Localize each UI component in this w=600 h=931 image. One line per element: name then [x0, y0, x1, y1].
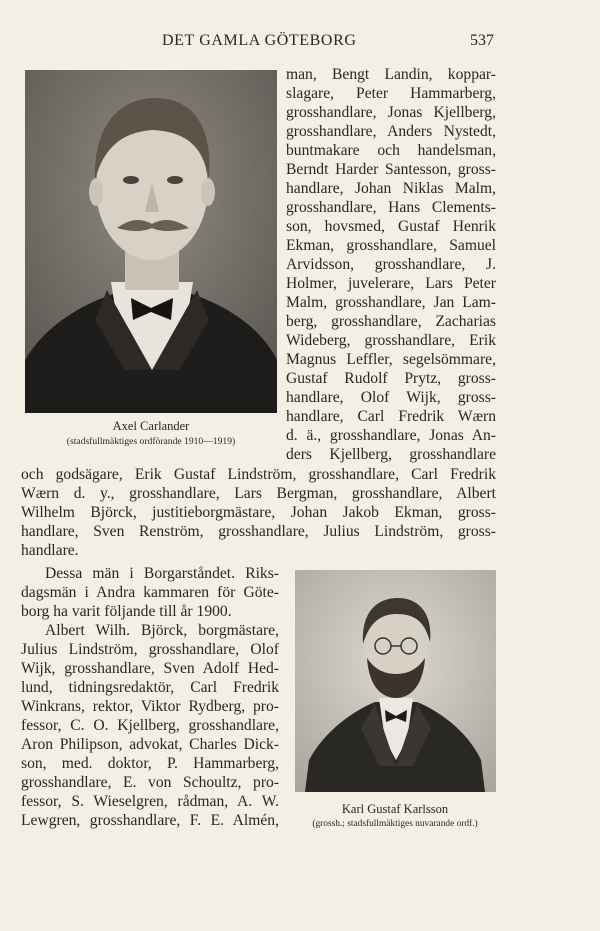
- text-line: Aron Philipson, advokat, Charles Dick-: [21, 736, 279, 753]
- text-line: handlare, Olof Wijk, gross-: [286, 389, 496, 406]
- text-line: Albert Wilh. Björck, borgmästare,: [45, 622, 279, 639]
- text-line: Julius Lindström, grosshandlare, Olof: [21, 641, 279, 658]
- text-line: borg ha varit följande till år 1900.: [21, 603, 232, 620]
- text-line: slagare, Peter Hammarberg,: [286, 85, 496, 102]
- portrait-illustration: [25, 70, 277, 413]
- text-line: Arvidsson, grosshandlare, J.: [286, 256, 496, 273]
- text-line: grosshandlare, Anders Nystedt,: [286, 123, 496, 140]
- portrait-caption-1: [40, 419, 262, 449]
- text-line: handlare, Carl Fredrik Wærn: [286, 408, 496, 425]
- page-header: [0, 30, 600, 54]
- text-line: Wijk, grosshandlare, Sven Adolf Hed-: [21, 660, 279, 677]
- text-line: son, med. doktor, P. Hammarberg,: [21, 755, 279, 772]
- text-line: fessor, S. Wieselgren, rådman, A. W.: [21, 793, 279, 810]
- text-line: grosshandlare, Jonas Kjellberg,: [286, 104, 496, 121]
- caption-subtitle: (stadsfullmäktiges ordförande 1910—1919): [66, 436, 236, 447]
- text-line: handlare.: [21, 542, 79, 559]
- portrait-caption-2: [288, 802, 502, 832]
- text-line: Lewgren, grosshandlare, F. E. Almén,: [21, 812, 279, 829]
- page-number: 537: [470, 32, 494, 49]
- text-line: Ekman, grosshandlare, Samuel: [286, 237, 496, 254]
- text-line: ders Kjellberg, grosshandlare: [286, 446, 496, 463]
- body-text-right-column: [286, 65, 496, 464]
- text-line: Berndt Harder Santesson, gross-: [286, 161, 496, 178]
- text-line: och godsägare, Erik Gustaf Lindström, grosshandlare, Carl Fredrik: [21, 466, 496, 483]
- text-line: grosshandlare, E. von Schoultz, pro-: [21, 774, 279, 791]
- caption-name: Axel Carlander: [112, 419, 190, 433]
- text-line: Wilhelm Björck, justitieborgmästare, Johan Jakob Ekman, gross-: [21, 504, 496, 521]
- text-line: Wideberg, grosshandlare, Erik: [286, 332, 496, 349]
- text-line: fessor, C. O. Kjellberg, grosshandlare,: [21, 717, 279, 734]
- portrait-illustration: [295, 570, 496, 792]
- text-line: d. ä., grosshandlare, Jonas An-: [286, 427, 496, 444]
- portrait-photo-axel-carlander: [25, 70, 277, 413]
- body-text-full-width: [21, 465, 496, 560]
- text-line: man, Bengt Landin, koppar-: [286, 66, 496, 83]
- text-line: Magnus Leffler, segelsömmare,: [286, 351, 496, 368]
- text-line: handlare, Sven Renström, grosshandlare, Julius Lindström, gross-: [21, 523, 496, 540]
- text-line: dagsmän i Andra kammaren för Göte-: [21, 584, 279, 601]
- text-line: Malm, grosshandlare, Jan Lam-: [286, 294, 496, 311]
- caption-subtitle: (grossh.; stadsfullmäktiges nuvarande ordf.): [312, 819, 478, 829]
- running-title: DET GAMLA GÖTEBORG: [162, 32, 357, 49]
- portrait-photo-karl-gustaf-karlsson: [295, 570, 496, 792]
- text-line: Dessa män i Borgarståndet. Riks-: [45, 565, 279, 582]
- text-line: son, hovsmed, Gustaf Henrik: [286, 218, 496, 235]
- text-line: berg, grosshandlare, Zacharias: [286, 313, 496, 330]
- body-text-left-column: [21, 564, 279, 830]
- text-line: buntmakare och handelsman,: [286, 142, 496, 159]
- text-line: grosshandlare, Hans Clements-: [286, 199, 496, 216]
- text-line: Wærn d. y., grosshandlare, Lars Bergman, grosshandlare, Albert: [21, 485, 496, 502]
- text-line: Holmer, juvelerare, Lars Peter: [286, 275, 496, 292]
- caption-name: Karl Gustaf Karlsson: [341, 802, 449, 816]
- text-line: lund, tidningsredaktör, Carl Fredrik: [21, 679, 279, 696]
- text-line: Winkrans, rektor, Viktor Rydberg, pro-: [21, 698, 279, 715]
- text-line: Gustaf Rudolf Prytz, gross-: [286, 370, 496, 387]
- text-line: handlare, Johan Niklas Malm,: [286, 180, 496, 197]
